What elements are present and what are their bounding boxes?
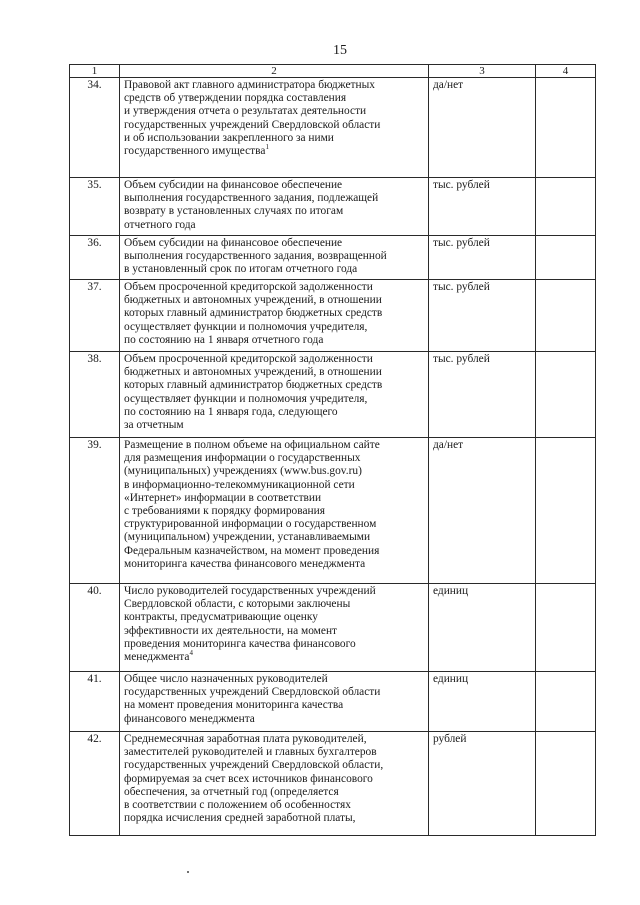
row-description-text: Число руководителей государственных учреждений Свердловской области, с которыми заключены контракты, предусматривающие оценку эффективности их деятельности, на момент проведения мониторинга качества финансового менеджмента xyxy=(124,585,376,664)
row-number: 39. xyxy=(70,438,120,584)
header-col-2: 2 xyxy=(120,65,429,78)
scan-dot-mark xyxy=(187,871,189,873)
table-row xyxy=(70,280,596,352)
row-description-text: Общее число назначенных руководителей государственных учреждений Свердловской области на момент проведения мониторинга качества финансового менеджмента xyxy=(124,673,381,725)
footnote-marker: 1 xyxy=(265,143,269,152)
table-row xyxy=(70,352,596,438)
row-number: 35. xyxy=(70,178,120,236)
row-value-cell xyxy=(536,438,596,584)
footnote-marker: 4 xyxy=(189,649,193,658)
table-row xyxy=(70,178,596,236)
row-description xyxy=(120,352,429,438)
row-number: 34. xyxy=(70,78,120,178)
row-description-text: Объем просроченной кредиторской задолженности бюджетных и автономных учреждений, в отношении которых главный администратор бюджетных средств осуществляет функции и полномочия учредителя, по состоянию на 1 января года, следующего за отчетным xyxy=(124,353,383,432)
row-description-text: Среднемесячная заработная плата руководителей, заместителей руководителей и главных бухгалтеров государственных учреждений Свердловской области, формируемая за счет всех источников финансового обеспечения, за отчетный год (определяется в соответствии с положением об особенностях порядка исчисления средней заработной платы, xyxy=(124,733,384,825)
row-number: 36. xyxy=(70,236,120,280)
row-description-text: Размещение в полном объеме на официальном сайте для размещения информации о государственных (муниципальных) учреждениях (www.bus.gov.ru) в информационно-телекоммуникационной сети «Интернет» информации в соответствии с требованиями к порядку формирования структурированной информации о государственном (муниципальном) учреждении, устанавливаемыми Федеральным казначейством, на момент проведения мониторинга качества финансового менеджмента xyxy=(124,439,380,570)
row-number: 37. xyxy=(70,280,120,352)
row-description-text: Объем субсидии на финансовое обеспечение выполнения государственного задания, подлежащей возврату в установленных случаях по итогам отчетного года xyxy=(124,179,379,231)
row-number: 40. xyxy=(70,584,120,672)
row-unit: тыс. рублей xyxy=(429,178,536,236)
row-value-cell xyxy=(536,236,596,280)
page-number: 15 xyxy=(333,43,347,58)
row-number: 42. xyxy=(70,732,120,836)
row-description-text: Правовой акт главного администратора бюджетных средств об утверждении порядка составления и утверждения отчета о результатах деятельности государственных учреждений Свердловской области и об использовании закрепленного за ними государственного имущества xyxy=(124,79,381,158)
row-description-text: Объем просроченной кредиторской задолженности бюджетных и автономных учреждений, в отношении которых главный администратор бюджетных средств осуществляет функции и полномочия учредителя, по состоянию на 1 января отчетного года xyxy=(124,281,383,346)
table-row xyxy=(70,732,596,836)
row-value-cell xyxy=(536,352,596,438)
row-unit: рублей xyxy=(429,732,536,836)
row-description-text: Объем субсидии на финансовое обеспечение выполнения государственного задания, возвращенной в установленный срок по итогам отчетного года xyxy=(124,237,387,276)
row-description xyxy=(120,438,429,584)
header-col-4: 4 xyxy=(536,65,596,78)
row-unit: единиц xyxy=(429,672,536,732)
table-row xyxy=(70,236,596,280)
row-value-cell xyxy=(536,78,596,178)
row-description xyxy=(120,672,429,732)
row-description xyxy=(120,78,429,178)
row-unit: да/нет xyxy=(429,78,536,178)
row-number: 41. xyxy=(70,672,120,732)
row-value-cell xyxy=(536,732,596,836)
row-number: 38. xyxy=(70,352,120,438)
row-unit: тыс. рублей xyxy=(429,280,536,352)
row-value-cell xyxy=(536,178,596,236)
header-col-1: 1 xyxy=(70,65,120,78)
row-value-cell xyxy=(536,584,596,672)
row-description xyxy=(120,236,429,280)
header-col-3: 3 xyxy=(429,65,536,78)
table-row xyxy=(70,584,596,672)
row-unit: единиц xyxy=(429,584,536,672)
row-value-cell xyxy=(536,280,596,352)
row-value-cell xyxy=(536,672,596,732)
table-row xyxy=(70,78,596,178)
row-unit: тыс. рублей xyxy=(429,236,536,280)
table-header-row xyxy=(70,65,596,78)
row-description xyxy=(120,584,429,672)
row-description xyxy=(120,280,429,352)
row-description xyxy=(120,178,429,236)
row-unit: тыс. рублей xyxy=(429,352,536,438)
table-row xyxy=(70,672,596,732)
row-description xyxy=(120,732,429,836)
table-row xyxy=(70,438,596,584)
indicator-table xyxy=(69,64,596,836)
row-unit: да/нет xyxy=(429,438,536,584)
